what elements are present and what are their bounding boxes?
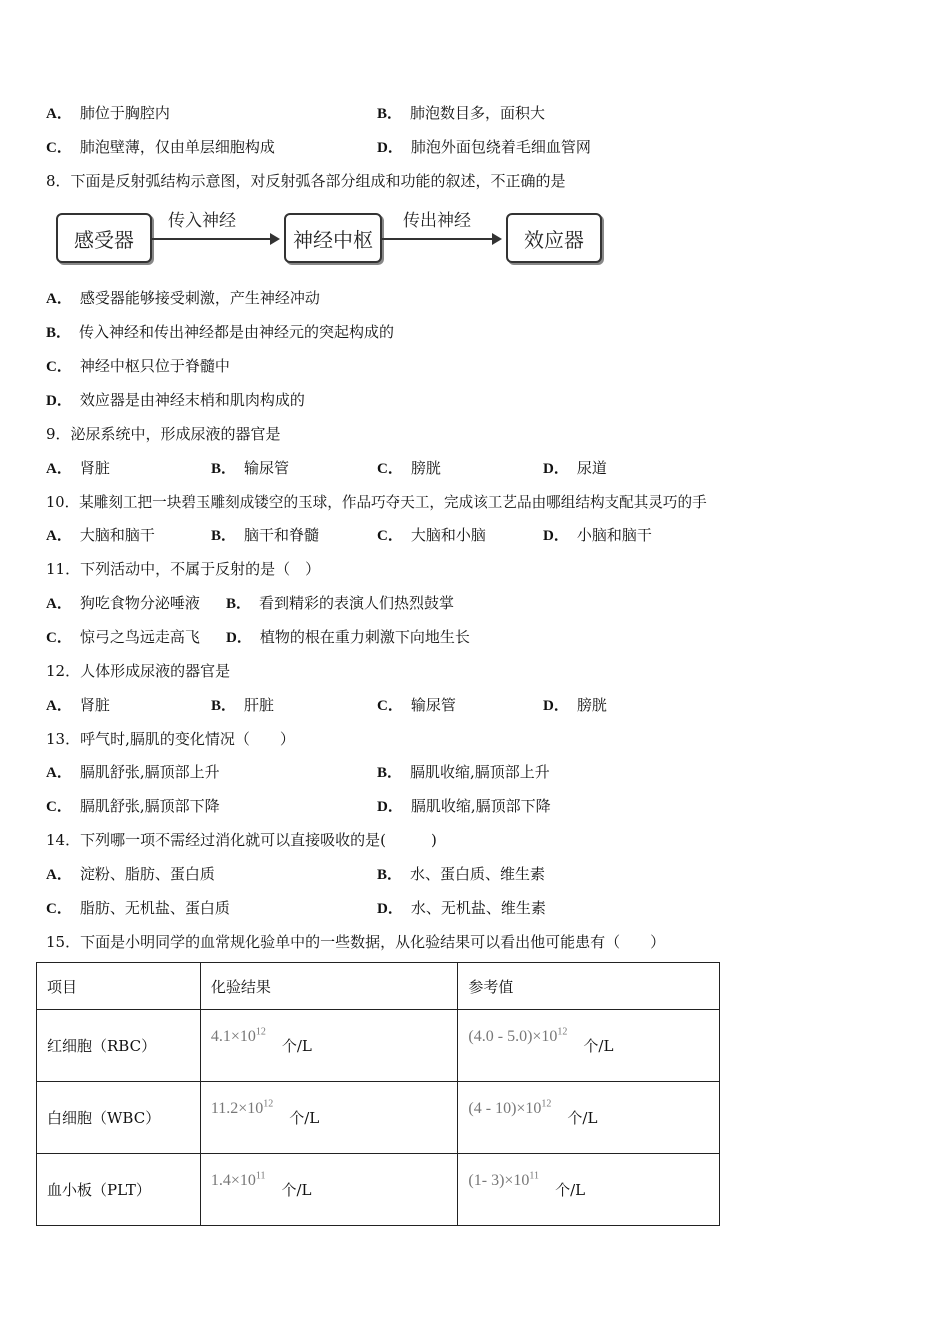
row-item: 血小板（PLT）	[37, 1154, 201, 1226]
q13-option-c[interactable]: C． 膈肌舒张,膈顶部下降	[46, 797, 220, 815]
q12-option-b[interactable]: B． 肝脏	[211, 696, 275, 714]
q14-option-d[interactable]: D． 水、无机盐、维生素	[377, 899, 546, 917]
q8-option-a[interactable]: A． 感受器能够接受刺激，产生神经冲动	[46, 289, 320, 307]
q9-option-d[interactable]: D． 尿道	[543, 459, 607, 477]
table-header-result: 化验结果	[200, 963, 458, 1010]
q13-option-d[interactable]: D． 膈肌收缩,膈顶部下降	[377, 797, 551, 815]
diagram-afferent-label: 传入神经	[168, 211, 236, 231]
table-row	[37, 1082, 720, 1154]
q10-option-a[interactable]: A． 大脑和脑干	[46, 526, 155, 544]
q13-option-a[interactable]: A． 膈肌舒张,膈顶部上升	[46, 763, 220, 781]
q12-option-d[interactable]: D． 膀胱	[543, 696, 607, 714]
row-reference: $(4.0 - 5.0)\times 10^{12}$个/L	[458, 1010, 720, 1082]
table-row	[37, 1154, 720, 1226]
table-header-row	[37, 963, 720, 1010]
q9-stem: 9．泌尿系统中，形成尿液的器官是	[46, 425, 281, 443]
q14-option-a[interactable]: A． 淀粉、脂肪、蛋白质	[46, 865, 215, 883]
q7-option-a[interactable]: A． 肺位于胸腔内	[46, 104, 170, 122]
row-reference: $(4 - 10)\times 10^{12}$个/L	[458, 1082, 720, 1154]
q11-option-c[interactable]: C． 惊弓之鸟远走高飞	[46, 628, 200, 646]
q15-stem: 15．下面是小明同学的血常规化验单中的一些数据，从化验结果可以看出他可能患有（ ）	[46, 933, 666, 951]
q13-option-b[interactable]: B． 膈肌收缩,膈顶部上升	[377, 763, 550, 781]
q14-option-c[interactable]: C． 脂肪、无机盐、蛋白质	[46, 899, 230, 917]
q11-option-b[interactable]: B． 看到精彩的表演人们热烈鼓掌	[226, 594, 455, 612]
q8-option-b[interactable]: B． 传入神经和传出神经都是由神经元的突起构成的	[46, 323, 395, 341]
row-item: 白细胞（WBC）	[37, 1082, 201, 1154]
q11-option-a[interactable]: A． 狗吃食物分泌唾液	[46, 594, 200, 612]
diagram-arrow-1	[152, 238, 278, 240]
q10-stem: 10．某雕刻工把一块碧玉雕刻成镂空的玉球，作品巧夺天工，完成该工艺品由哪组结构支配其灵巧的手	[46, 494, 707, 511]
q9-option-a[interactable]: A． 肾脏	[46, 459, 110, 477]
table-header-reference: 参考值	[458, 963, 720, 1010]
q12-stem: 12．人体形成尿液的器官是	[46, 662, 231, 680]
diagram-arrow-2	[382, 238, 500, 240]
q13-stem: 13．呼气时,膈肌的变化情况（ ）	[46, 730, 295, 748]
q9-option-b[interactable]: B． 输尿管	[211, 459, 290, 477]
q12-option-a[interactable]: A． 肾脏	[46, 696, 110, 714]
q10-option-c[interactable]: C． 大脑和小脑	[377, 526, 486, 544]
q12-option-c[interactable]: C． 输尿管	[377, 696, 456, 714]
q11-stem: 11．下列活动中，不属于反射的是（ ）	[46, 560, 321, 578]
row-result: $4.1\times 10^{12}$个/L	[200, 1010, 458, 1082]
diagram-efferent-label: 传出神经	[403, 211, 471, 231]
q8-option-d[interactable]: D． 效应器是由神经末梢和肌肉构成的	[46, 391, 305, 409]
q8-stem: 8．下面是反射弧结构示意图，对反射弧各部分组成和功能的叙述，不正确的是	[46, 172, 566, 190]
q14-option-b[interactable]: B． 水、蛋白质、维生素	[377, 865, 546, 883]
diagram-effector-box: 效应器	[506, 213, 602, 263]
diagram-center-box: 神经中枢	[284, 213, 382, 263]
q10-option-d[interactable]: D． 小脑和脑干	[543, 526, 652, 544]
table-row	[37, 1010, 720, 1082]
q9-option-c[interactable]: C． 膀胱	[377, 459, 441, 477]
q7-option-c[interactable]: C． 肺泡壁薄，仅由单层细胞构成	[46, 138, 275, 156]
table-header-item: 项目	[37, 963, 201, 1010]
q11-option-d[interactable]: D． 植物的根在重力刺激下向地生长	[226, 628, 470, 646]
row-result: $11.2\times 10^{12}$个/L	[200, 1082, 458, 1154]
q8-option-c[interactable]: C． 神经中枢只位于脊髓中	[46, 357, 230, 375]
row-reference: (1- $3)\times 10^{11}$个/L	[458, 1154, 720, 1226]
diagram-receptor-box: 感受器	[56, 213, 152, 263]
q7-option-b[interactable]: B． 肺泡数目多，面积大	[377, 104, 546, 122]
q10-option-b[interactable]: B． 脑干和脊髓	[211, 526, 320, 544]
q14-stem: 14．下列哪一项不需经过消化就可以直接吸收的是( )	[46, 831, 437, 849]
row-item: 红细胞（RBC）	[37, 1010, 201, 1082]
q7-option-d[interactable]: D． 肺泡外面包绕着毛细血管网	[377, 138, 591, 156]
row-result: $1.4\times 10^{11}$个/L	[200, 1154, 458, 1226]
blood-test-table	[36, 962, 720, 1226]
